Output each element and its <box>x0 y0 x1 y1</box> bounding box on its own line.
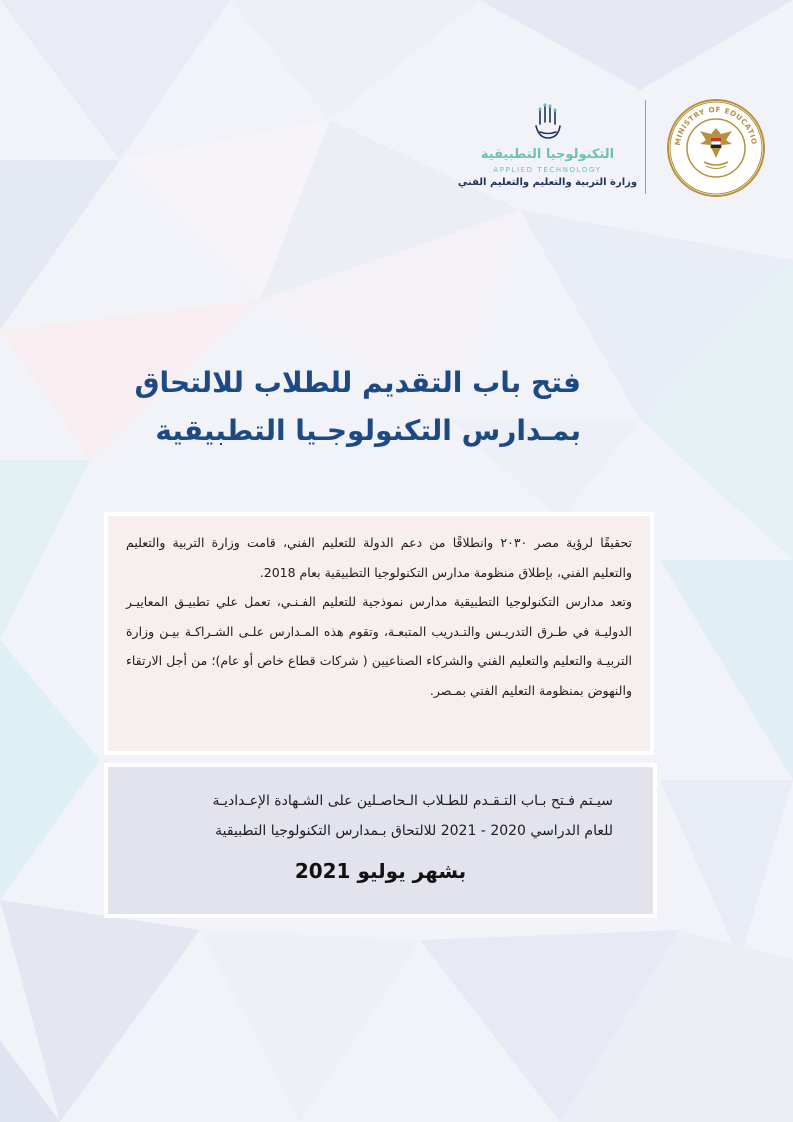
ministry-logo <box>666 98 766 198</box>
ministry-name-ar: وزارة التربية والتعليم والتعليم الفني <box>457 177 638 188</box>
announcement-box <box>104 763 657 918</box>
announcement-date: بشهر يوليو 2021 <box>294 859 467 883</box>
page-title-line-1: فتح باب التقديم للطلاب للالتحاق <box>134 366 581 399</box>
logo-divider <box>645 100 646 194</box>
seal-text: MINISTRY OF EDUCATIO <box>672 104 759 147</box>
intro-paragraph-1: تحقيقًا لرؤية مصر ٢٠٣٠ وانطلاقًا من دعم الدولة للتعليم الفني، قامت وزارة التربية والتعليم والتعليم الفني، بإطلاق منظومة مدارس التكنولوجيا التطبيقية بعام 2018. <box>126 535 633 580</box>
intro-paragraph-2: وتعد مدارس التكنولوجيا التطبيقية مدارس نموذجية للتعليم الفـنـي، تعمل علي تطبيـق المعاييـر الدوليـة في طـرق التدريـس والتـدريب المتبعـة، وتقوم هذه المـدارس علـى الشـراكـة بيـن وزارة التربيـة والتعليم والتعليم الفني والشركاء الصناعيين ( شركات قطاع خاص أو عام)؛ من أجل الارتقاء والنهوض بمنظومة التعليم الفني بمـصر. <box>126 594 632 698</box>
intro-box <box>104 512 654 755</box>
hand-icon <box>531 102 565 144</box>
announcement-line-2: للعام الدراسي 2020 - 2021 للالتحاق بـمدارس التكنولوجيا التطبيقية <box>215 823 613 839</box>
applied-technology-name-en: APPLIED TECHNOLOGY <box>493 166 602 174</box>
applied-technology-logo <box>455 100 640 195</box>
announcement-line-1: سيـتم فـتح بـاب التـقـدم للطـلاب الـحاصـلين على الشـهادة الإعـداديـة <box>212 793 613 809</box>
page-title-line-2: بمـدارس التكنولوجـيا التطبيقية <box>155 414 581 447</box>
applied-technology-name-ar: التكنولوجيا التطبيقية <box>480 147 615 162</box>
